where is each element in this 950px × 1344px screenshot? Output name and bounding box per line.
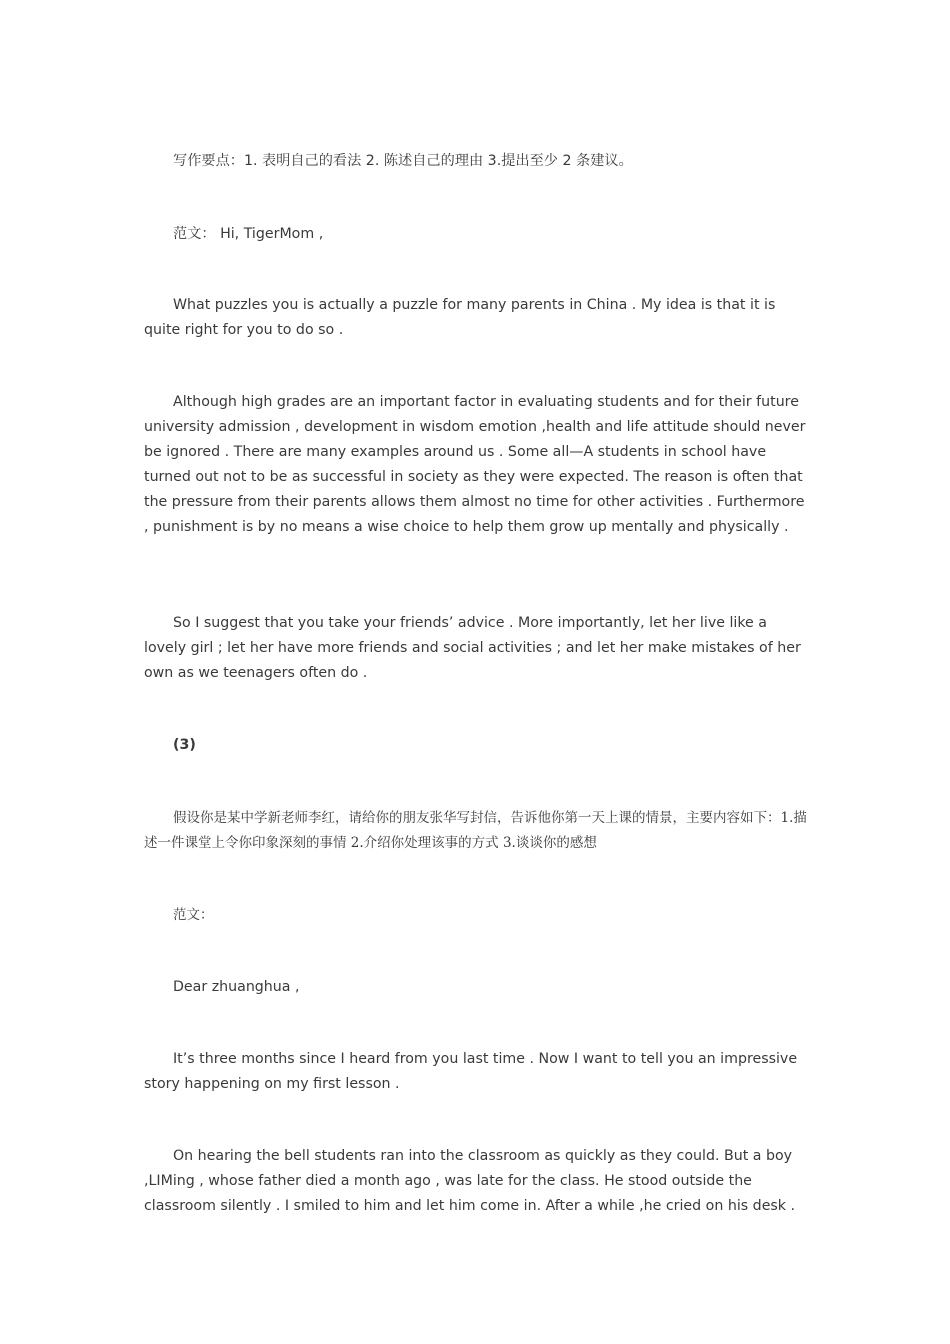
- sample-greeting: 范文： Hi, TigerMom ,: [173, 226, 324, 242]
- letter-story: On hearing the bell students ran into the classroom as quickly as they could. But a boy ,LIMing , whose father died a month ago , was late for the class. He stood outside the classroom silently . I smiled to him and let him come in. After a while ,he cried on his desk .: [144, 1148, 796, 1214]
- letter-salutation: Dear zhuanghua ,: [173, 979, 300, 995]
- paragraph-suggestions: So I suggest that you take your friends’ advice . More importantly, let her live like a lovely girl ; let her have more friends and social activities ; and let her make mistakes of her own as we teenagers often do .: [144, 615, 801, 681]
- paragraph-opinion: What puzzles you is actually a puzzle for many parents in China . My idea is that it is quite right for you to do so .: [144, 297, 776, 338]
- task-prompt: 假设你是某中学新老师李红，请给你的朋友张华写封信，告诉他你第一天上课的情景，主要内容如下：1.描述一件课堂上令你印象深刻的事情 2.介绍你处理该事的方式 3.谈谈你的感想: [144, 810, 807, 851]
- writing-points: 写作要点：1. 表明自己的看法 2. 陈述自己的理由 3.提出至少 2 条建议。: [173, 153, 633, 169]
- section-number: (3): [173, 737, 196, 753]
- paragraph-reasons: Although high grades are an important factor in evaluating students and for their future university admission , development in wisdom emotion ,health and life attitude should never be ignored . There are many examples around us . Some all—A students in school have turned out not to be as successful in society as they were expected. The reason is often that the pressure from their parents allows them almost no time for other activities . Furthermore , punishment is by no means a wise choice to help them grow up mentally and physically .: [144, 394, 806, 535]
- letter-opening: It’s three months since I heard from you last time . Now I want to tell you an impressive story happening on my first lesson .: [144, 1051, 798, 1092]
- sample-label: 范文：: [173, 907, 214, 923]
